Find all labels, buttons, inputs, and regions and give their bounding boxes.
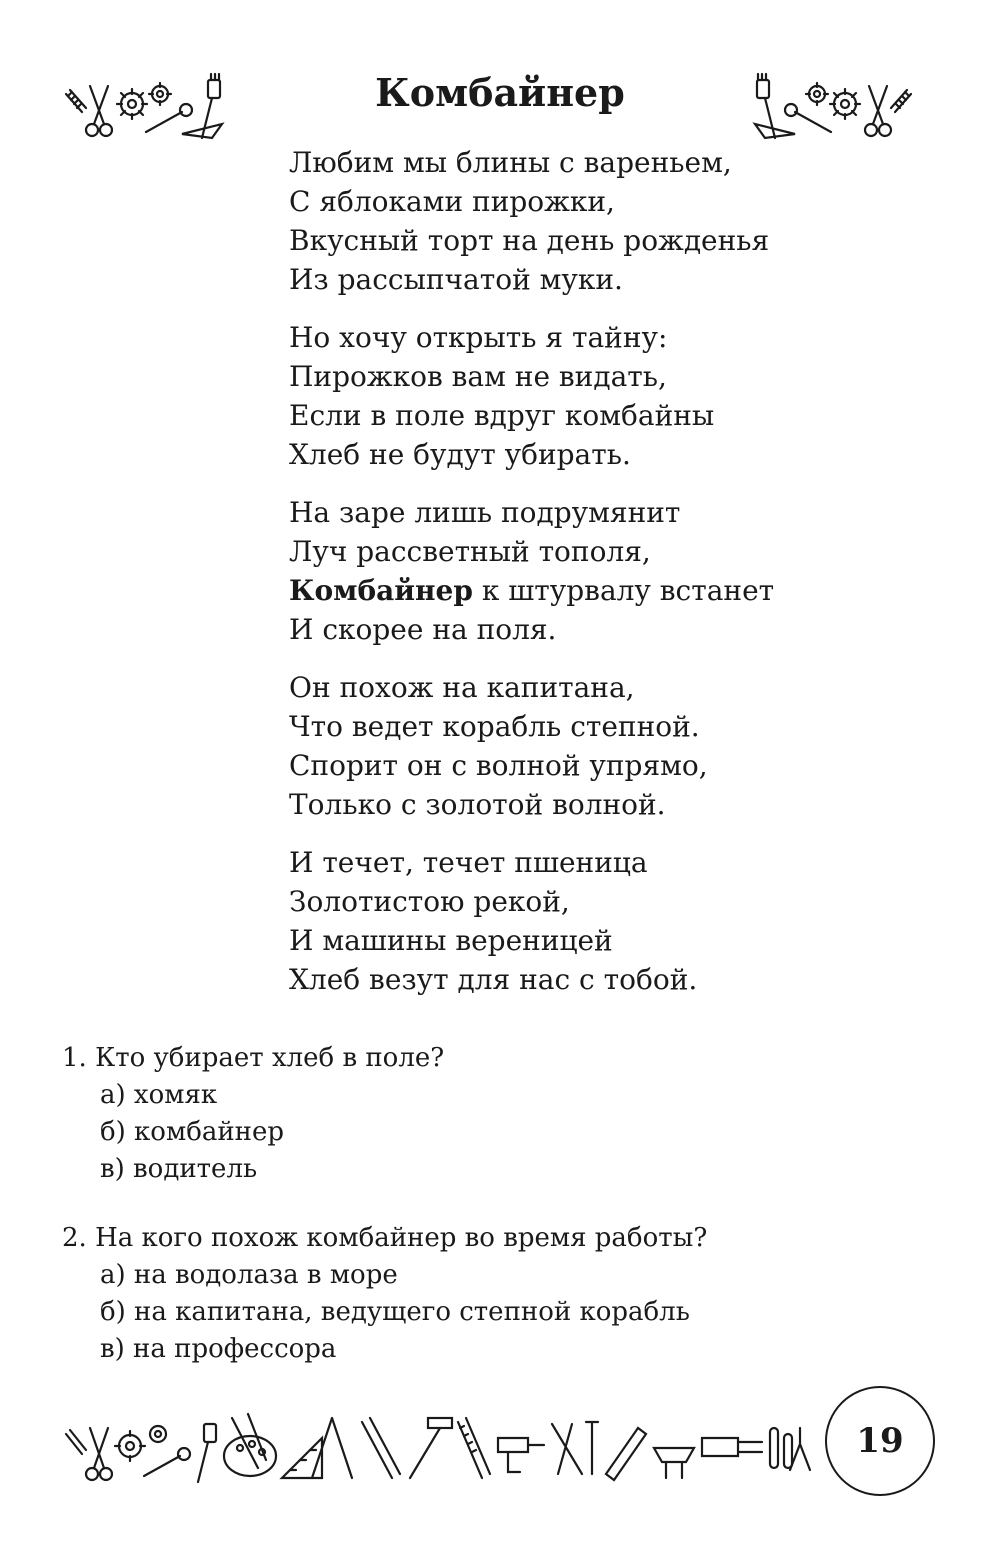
answer-option[interactable]: б) на капитана, ведущего степной корабль bbox=[100, 1297, 690, 1327]
tools-ornament-right-icon bbox=[745, 72, 915, 146]
poem bbox=[289, 143, 929, 1018]
bold-word: Комбайнер bbox=[289, 574, 473, 607]
answer-option[interactable]: в) водитель bbox=[100, 1154, 258, 1184]
question-text: 2. На кого похож комбайнер во время работы? bbox=[62, 1223, 708, 1253]
poem-line bbox=[289, 571, 929, 610]
poem-line: Но хочу открыть я тайну: bbox=[289, 321, 668, 354]
poem-line: Луч рассветный тополя, bbox=[289, 535, 651, 568]
poem-line: Хлеб не будут убирать. bbox=[289, 438, 631, 471]
poem-line: Золотистою рекой, bbox=[289, 885, 570, 918]
poem-line: И скорее на поля. bbox=[289, 613, 557, 646]
poem-line: Хлеб везут для нас с тобой. bbox=[289, 963, 698, 996]
poem-line: Он похож на капитана, bbox=[289, 671, 635, 704]
stanza bbox=[289, 668, 929, 824]
poem-line: Только с золотой волной. bbox=[289, 788, 666, 821]
poem-line: Спорит он с волной упрямо, bbox=[289, 749, 708, 782]
poem-line: Если в поле вдруг комбайны bbox=[289, 399, 715, 432]
page-title: Комбайнер bbox=[375, 70, 625, 115]
question-text: 1. Кто убирает хлеб в поле? bbox=[62, 1043, 445, 1073]
line-rest: к штурвалу встанет bbox=[472, 574, 775, 607]
poem-line: Что ведет корабль степной. bbox=[289, 710, 700, 743]
poem-line: Пирожков вам не видать, bbox=[289, 360, 667, 393]
poem-line: И течет, течет пшеница bbox=[289, 846, 648, 879]
quiz bbox=[62, 1040, 942, 1400]
page-number: 19 bbox=[825, 1386, 935, 1496]
answer-option[interactable]: б) комбайнер bbox=[100, 1117, 285, 1147]
poem-line: И машины вереницей bbox=[289, 924, 613, 957]
poem-line: Вкусный торт на день рожденья bbox=[289, 224, 770, 257]
poem-line: Из рассыпчатой муки. bbox=[289, 263, 623, 296]
stanza bbox=[289, 318, 929, 474]
question bbox=[62, 1040, 942, 1188]
question bbox=[62, 1220, 942, 1368]
stanza bbox=[289, 843, 929, 999]
poem-line: С яблоками пирожки, bbox=[289, 185, 615, 218]
answer-option[interactable]: а) на водолаза в море bbox=[100, 1260, 398, 1290]
poem-line: Любим мы блины с вареньем, bbox=[289, 146, 732, 179]
stanza bbox=[289, 143, 929, 299]
answer-option[interactable]: в) на профессора bbox=[100, 1334, 337, 1364]
professions-tools-border-icon bbox=[62, 1408, 812, 1492]
answer-option[interactable]: а) хомяк bbox=[100, 1080, 218, 1110]
stanza bbox=[289, 493, 929, 649]
poem-line: На заре лишь подрумянит bbox=[289, 496, 681, 529]
